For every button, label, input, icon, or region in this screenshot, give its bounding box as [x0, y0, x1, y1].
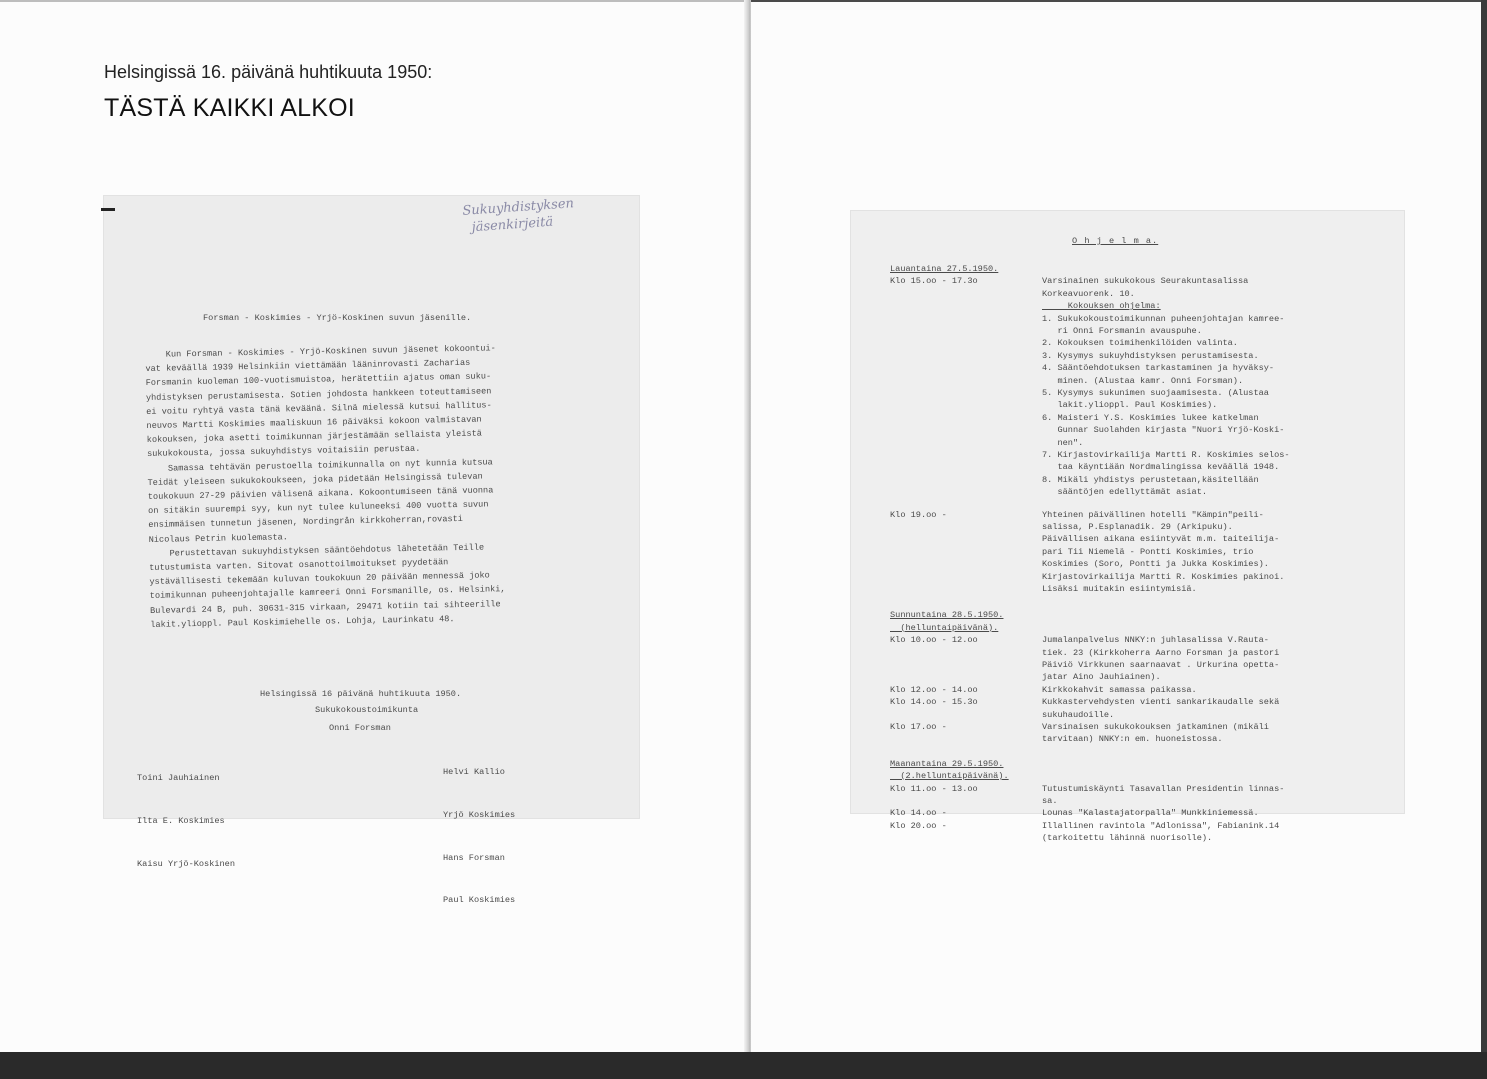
program-time: (helluntaipäivänä).: [890, 622, 999, 633]
program-time: Lauantaina 27.5.1950.: [890, 264, 999, 274]
program-time: Klo 14.oo - 15.3o: [890, 697, 978, 708]
program-text: 7. Kirjastovirkailija Martti R. Koskimies selos-: [1042, 450, 1290, 460]
program-text: 4. Sääntöehdotuksen tarkastaminen ja hyväksy-: [1042, 363, 1275, 374]
signature: Paul Koskimies: [443, 895, 516, 906]
letter-line: neuvos Martti Koskimies maaliskuun 16 päiväksi kokoon valmistavan: [146, 414, 482, 432]
program-text: Illallinen ravintola "Adlonissa", Fabianink.14: [1042, 820, 1280, 831]
page-title: TÄSTÄ KAIKKI ALKOI: [104, 94, 355, 122]
letter-committee: Sukukokoustoimikunta: [315, 705, 419, 715]
letter-line: ensimmäisen tunnetun jäsenen, Nordingrån kirkkoherran,rovasti: [148, 514, 464, 531]
letter-line: on sitäkin suurempi syy, kun nyt tulee kuluneeksi 400 vuotta suvun: [148, 499, 489, 517]
handwritten-line: jäsenkirjeitä: [471, 214, 554, 236]
program-text: Lounas "Kalastajatorpalla" Munkkiniemessä.: [1042, 808, 1259, 819]
signature: Helvi Kallio: [443, 767, 505, 778]
program-text: Koskimies (Soro, Pontti ja Jukka Koskimies).: [1042, 559, 1269, 570]
letter-line: kokouksen, joka asetti toimikunnan järjestämään sellaista yleistä: [146, 428, 483, 446]
program-text: sa.: [1042, 796, 1058, 806]
program-text: Gunnar Suolahden kirjasta "Nuori Yrjö-Koski-: [1042, 425, 1285, 436]
program-text: jatar Aino Jauhiainen).: [1042, 672, 1161, 683]
letter-line: toimikunnan puheenjohtajalle kamreeri Onni Forsmanille, os. Helsinki,: [149, 584, 506, 602]
program-text: tarvitaan) NNKY:n em. huoneistossa.: [1042, 734, 1223, 745]
signature: Yrjö Koskimies: [443, 810, 516, 821]
letter-line: toukokuun 27-29 päivien välisenä aikana. Kokoontumiseen tänä vuonna: [147, 485, 494, 503]
program-text: 3. Kysymys sukuyhdistyksen perustamisesta.: [1042, 350, 1259, 361]
program-text: Tutustumiskäynti Tasavallan Presidentin linnas-: [1042, 783, 1285, 794]
program-text: 8. Mikäli yhdistys perustetaan,käsitellään: [1042, 474, 1259, 485]
signature: Kaisu Yrjö-Koskinen: [137, 858, 235, 869]
letter-line: Perustettavan sukuyhdistyksen sääntöehdotus lähetetään Teille: [148, 542, 485, 559]
program-text: pari Tii Niemelä - Pontti Koskimies, trio: [1042, 546, 1254, 557]
margin-mark: [101, 208, 115, 211]
right-page: [751, 0, 1487, 1052]
program-text: Jumalanpalvelus NNKY:n juhlasalissa V.Rauta-: [1042, 635, 1269, 646]
scanner-edge: [0, 1052, 1487, 1079]
program-text: minen. (Alustaa kamr. Onni Forsman).: [1042, 375, 1244, 386]
letter-chair: Onni Forsman: [329, 723, 391, 733]
program-text: Päivällisen aikana esiintyvät m.m. taiteilija-: [1042, 534, 1280, 545]
program-text: ri Onni Forsmanin avauspuhe.: [1042, 326, 1202, 336]
signatures-right: [443, 737, 515, 936]
program-text: tiek. 23 (Kirkkoherra Aarno Forsman ja pastori: [1042, 647, 1280, 658]
signatures-left: [137, 743, 235, 899]
letter-line: Teidät yleiseen sukukokoukseen, joka pidetään Helsingissä tulevan: [147, 471, 483, 488]
program-time: Klo 17.oo -: [890, 722, 947, 732]
program-time: Klo 15.oo - 17.3o: [890, 276, 978, 287]
program-text: Kirkkokahvit samassa paikassa.: [1042, 684, 1197, 695]
letter-date-line: Helsingissä 16 päivänä huhtikuuta 1950.: [260, 689, 462, 699]
program-text: sääntöjen edellyttämät asiat.: [1042, 487, 1208, 498]
letter-line: Samassa tehtävän perustoella toimikunnalla on nyt kunnia kutsua: [147, 456, 493, 474]
program-time: (2.helluntaipäivänä).: [890, 771, 1009, 782]
letter-body: [145, 341, 506, 632]
page-subtitle: Helsingissä 16. päivänä huhtikuuta 1950:: [104, 62, 433, 82]
letter-heading: Forsman - Koskimies - Yrjö-Koskinen suvun jäsenille.: [203, 313, 472, 323]
program-text: Korkeavuorenk. 10.: [1042, 288, 1135, 299]
program-text: Varsinaisen sukukokouksen jatkaminen (mikäli: [1042, 722, 1269, 732]
program-text: 5. Kysymys sukunimen suojaamisesta. (Alustaa: [1042, 388, 1269, 398]
program-text: Päiviö Virkkunen saarnaavat . Urkurina opetta-: [1042, 660, 1280, 670]
program-title: O h j e l m a.: [1072, 236, 1159, 246]
handwritten-note: [462, 195, 576, 237]
page-edge: [1481, 0, 1487, 1052]
program-text: 6. Maisteri Y.S. Koskimies lukee katkelman: [1042, 412, 1259, 423]
signature: Ilta E. Koskimies: [137, 816, 225, 827]
program-text: Kokouksen ohjelma:: [1042, 301, 1161, 312]
program-time: Klo 11.oo - 13.oo: [890, 783, 978, 794]
letter-line: Forsmanin kuoleman 100-vuotismuistoa, herätettiin ajatus oman suku-: [145, 371, 492, 389]
letter-line: ystävällisesti tekemään kuluvan toukokuun 20 päivään mennessä joko: [149, 570, 490, 588]
program-text: Varsinainen sukukokous Seurakuntasalissa: [1042, 276, 1249, 287]
program-text: 1. Sukukokoustoimikunnan puheenjohtajan kamree-: [1042, 313, 1285, 324]
letter-line: Bulevardi 24 B, puh. 30631-315 virkaan, 29471 kotiin tai sihteerille: [149, 598, 501, 616]
program-text: Kirjastovirkailija Martti R. Koskimies pakinoi.: [1042, 571, 1285, 582]
program-text: salissa, P.Esplanadik. 29 (Arkipuku).: [1042, 522, 1233, 532]
handwritten-line: Sukuyhdistyksen: [462, 196, 575, 219]
program-text: nen".: [1042, 437, 1084, 448]
program-time: Sunnuntaina 28.5.1950.: [890, 610, 1004, 621]
letter-line: vat keväällä 1939 Helsinkiin viettämään lääninrovasti Zacharias: [145, 357, 471, 375]
program-text: 2. Kokouksen toimihenkilöiden valinta.: [1042, 338, 1238, 349]
program-time: Klo 12.oo - 14.oo: [890, 684, 978, 695]
program-text: (tarkoitettu lähinnä nuorisolle).: [1042, 833, 1213, 844]
letter-scan: [103, 195, 640, 906]
signature: Toini Jauhiainen: [137, 773, 220, 784]
program-text: sukuhaudoille.: [1042, 709, 1115, 720]
program-time: Klo 19.oo -: [890, 509, 947, 520]
letter-line: Nicolaus Petrin kuolemasta.: [148, 531, 288, 545]
letter-line: ei voitu ryhtyä vasta tänä keväänä. Silnä mielessä kutsui hallitus-: [146, 400, 492, 417]
letter-line: yhdistyksen perustamisesta. Sotien johdosta hankkeen toteuttamiseen: [145, 385, 492, 403]
program-text: Yhteinen päivällinen hotelli "Kämpin"peili-: [1042, 509, 1264, 520]
letter-line: tutustumista varten. Sitovat osanottoilmoitukset pyydetään: [149, 557, 449, 574]
program-time: Maanantaina 29.5.1950.: [890, 758, 1004, 769]
program-time: Klo 10.oo - 12.oo: [890, 635, 978, 646]
signature: Hans Forsman: [443, 852, 505, 863]
program-time: Klo 14.oo -: [890, 808, 947, 819]
letter-line: lakit.ylioppl. Paul Koskimiehelle os. Lohja, Laurinkatu 48.: [150, 613, 455, 630]
program-time: Klo 20.oo -: [890, 820, 947, 831]
program-text: lakit.ylioppl. Paul Koskimies).: [1042, 400, 1218, 411]
program-scan: [850, 210, 1405, 844]
program-text: taa käyntiään Nordmalingissa keväällä 1948.: [1042, 462, 1280, 473]
program-text: Lisäksi muitakin esiintymisiä.: [1042, 584, 1197, 594]
left-page: [0, 0, 748, 1052]
program-text: Kukkastervehdysten vienti sankarikaudalle sekä: [1042, 697, 1280, 708]
letter-line: sukukokousta, jossa sukuyhdistys voitaisiin perustaa.: [146, 444, 421, 460]
letter-line: Kun Forsman - Koskimies - Yrjö-Koskinen suvun jäsenet kokoontui-: [145, 343, 496, 360]
